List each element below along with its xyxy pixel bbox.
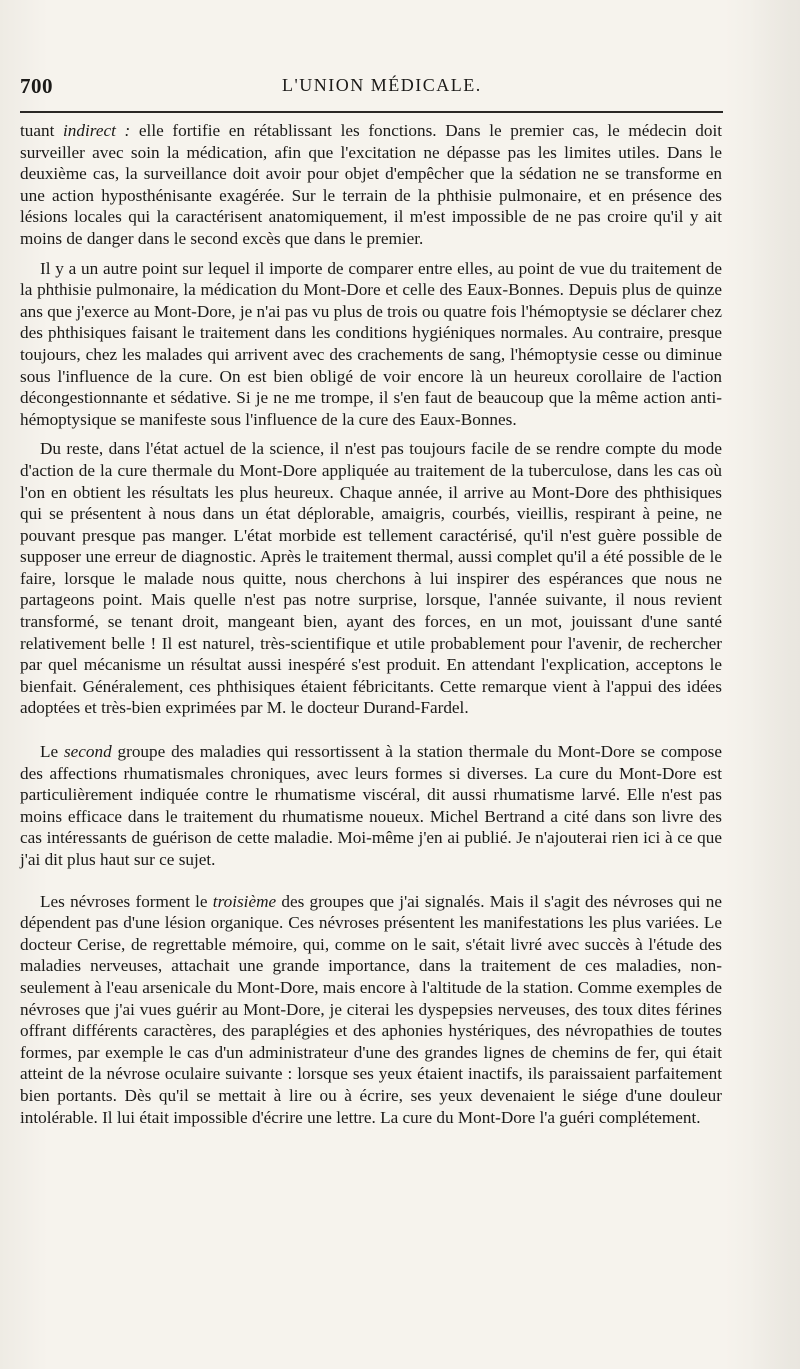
page-header [20, 74, 720, 104]
paragraph-5-italic: troisième [212, 891, 277, 911]
paragraph-3 [20, 438, 722, 719]
page-edge-shadow [725, 0, 800, 1369]
paragraph-1-text-a: tuant [20, 121, 64, 140]
article-body [20, 120, 722, 1128]
paragraph-3-text-a: Du reste, dans l'état actuel de la science, il n'est pas toujours facile de se rendre compte du mode d'action de la cure thermale du Mont-Dore appliquée au traitement de la tuberculose, dans les cas où l'on en obtient les résultats les plus heureux. Chaque année, il arrive au Mont-Dore des phthisiques qui se présentent à nous dans un état déplorable, amaigris, courbés, vieillis, respirant à peine, ne pouvant presque pas manger. L'état morbide est tellement caractérisé, qu'il n'est guère possible de supposer une erreur de diagnostic. Après le traitement thermal, aussi complet qu'il a été possible de le faire, lorsque le malade nous quitte, nous cherchons à lui inspirer des espérances que nous ne partageons point. Mais quelle n'est pas notre surprise, lorsque, l'année suivante, il nous revient transformé, se tenant droit, mangeant bien, ayant des forces, en un mot, jouissant d'une santé relativement belle ! Il est naturel, très-scientifique et utile probablement pour l'avenir, de rechercher par quel mécanisme un résultat aussi inespéré s'est produit. En attendant l'explication, acceptons le bienfait. Généralement, ces phthisiques étaient fébricitants. Cette remarque vient à l'appui des idées adoptées et très-bien exprimées par M. le docteur Durand-Fardel. [20, 439, 722, 718]
page-number: 700 [20, 74, 53, 98]
paragraph-4-text-a: Le [40, 742, 64, 762]
paragraph-1-italic: indirect : [63, 121, 131, 140]
paragraph-5 [20, 891, 722, 1129]
paragraph-5-text-b: des groupes que j'ai signalés. Mais il s'agit des névroses qui ne dépendent pas d'une lésion organique. Ces névroses présentent les manifestations les plus variées. Le docteur Cerise, de regrettable mémoire, qui, comme on le sait, s'était livré avec succès à l'étude des maladies nerveuses, attachait une grande importance, dans la traitement de ces maladies, non-seulement à l'eau arsenicale du Mont-Dore, mais encore à l'altitude de la station. Comme exemples de névroses que j'ai vues guérir au Mont-Dore, je citerai les dyspepsies nerveuses, des toux dites férines offrant différents caractères, des paraplégies et des aphonies hystériques, des névropathies de toutes formes, par exemple le cas d'un administrateur d'une des grandes lignes de chemins de fer, qui était atteint de la névrose oculaire suivante : lorsque ses yeux étaient inactifs, ils paraissaient parfaitement bien portants. Dès qu'il se mettait à lire ou à écrire, ses yeux devenaient le siége d'une douleur intolérable. Il lui était impossible d'écrire une lettre. La cure du Mont-Dore l'a guéri complétement. [20, 891, 722, 1127]
paragraph-4-text-b: groupe des maladies qui ressortissent à la station thermale du Mont-Dore se compose des affections rhumatismales chroniques, avec leurs formes si diverses. La cure du Mont-Dore est particulièrement indiquée contre le rhumatisme viscéral, dit aussi rhumatisme larvé. Elle n'est pas moins efficace dans le traitement du rhumatisme noueux. Michel Bertrand a cité dans son livre des cas intéressants de guérison de cette maladie. Moi-même j'en ai publié. Je n'ajouterai rien ici à ce que j'ai dit plus haut sur ce sujet. [20, 742, 722, 869]
paragraph-1-text-b: elle fortifie en rétablissant les fonctions. Dans le premier cas, le médecin doit surveiller avec soin la médication, afin que l'excitation ne dépasse pas les limites utiles. Dans le deuxième cas, la surveillance doit avoir pour objet d'empêcher que la sédation ne se transforme en une action hyposthénisante exagérée. Sur le terrain de la phthisie pulmonaire, et en présence des lésions locales qui la caractérisent anatomiquement, il m'est impossible de ne pas croire qu'il y ait moins de danger dans le second excès que dans le premier. [20, 121, 723, 248]
paragraph-2 [20, 258, 722, 431]
header-rule [20, 111, 723, 113]
paragraph-2-text-a: Il y a un autre point sur lequel il importe de comparer entre elles, au point de vue du traitement de la phthisie pulmonaire, la médication du Mont-Dore et celle des Eaux-Bonnes. Depuis plus de quinze ans que j'exerce au Mont-Dore, je n'ai pas vu plus de trois ou quatre fois l'hémoptysie se déclarer chez des phthisiques faisant le traitement dans les conditions hygiéniques normales. Au contraire, presque toujours, chez les malades qui arrivent avec des crachements de sang, l'hémoptysie cesse ou diminue sous l'influence de la cure. On est bien obligé de voir encore là un heureux corollaire de l'action décongestionnante et sédative. Si je ne me trompe, il s'en faut de beaucoup que la même action anti-hémoptysique se manifeste sous l'influence de la cure des Eaux-Bonnes. [20, 258, 722, 429]
paragraph-1 [20, 120, 722, 250]
running-title: L'UNION MÉDICALE. [282, 75, 482, 95]
paragraph-5-text-a: Les névroses forment le [40, 891, 213, 911]
paragraph-4 [20, 741, 722, 871]
paragraph-4-italic: second [63, 742, 112, 762]
